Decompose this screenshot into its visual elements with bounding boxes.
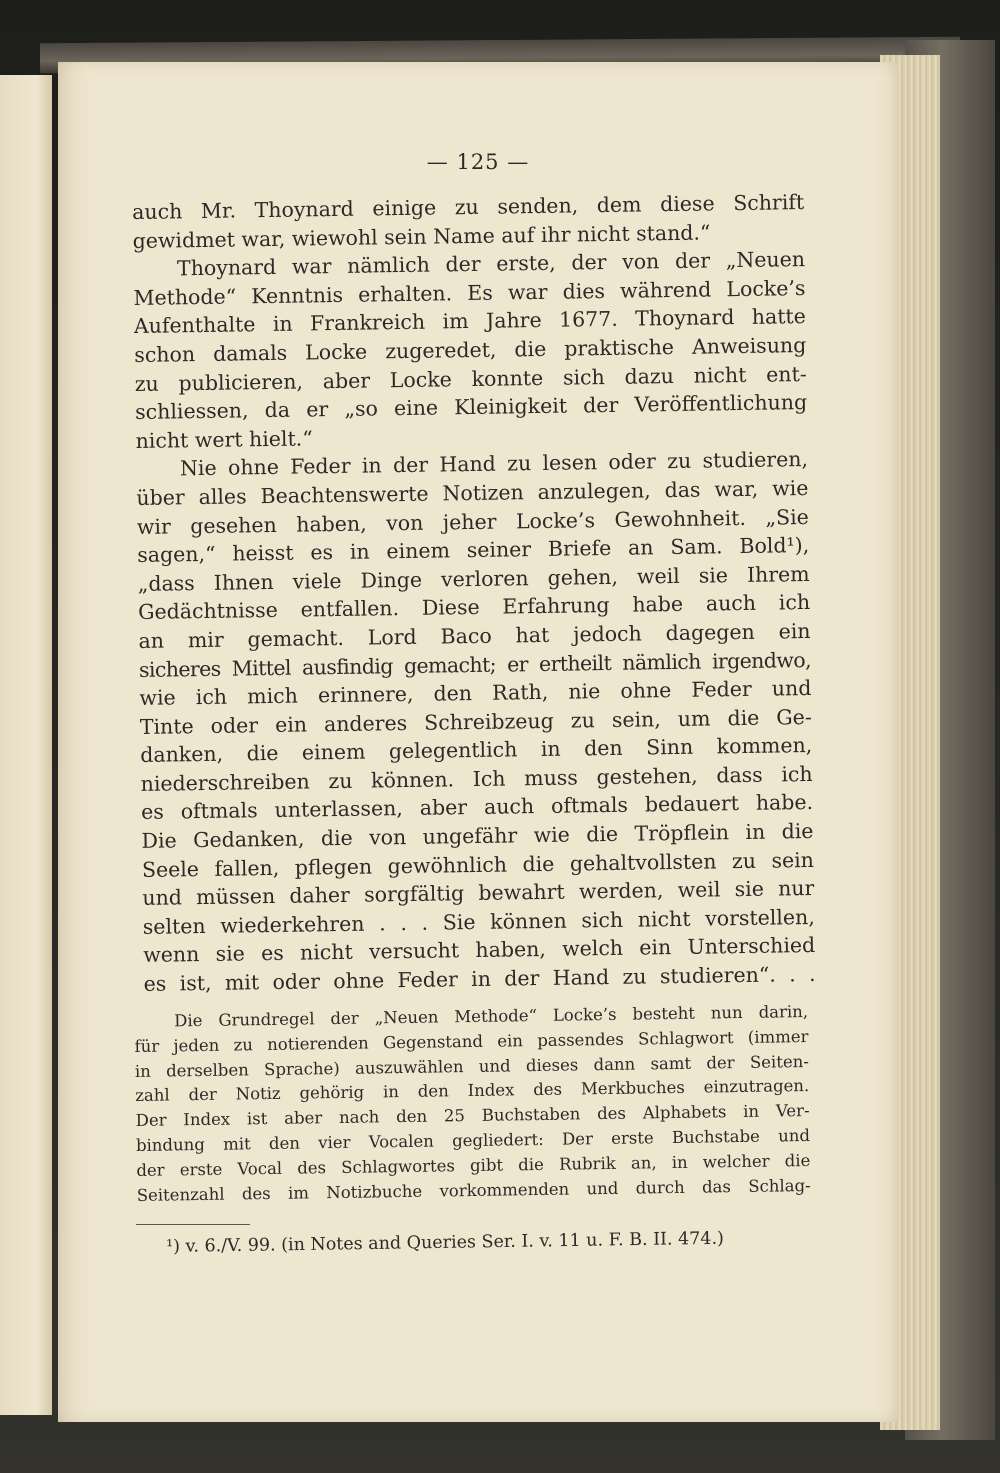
body-line: über alles Beachtenswerte Notizen anzulegen, das war, wie xyxy=(136,475,809,510)
body-line: zu publicieren, aber Locke konnte sich dazu nicht ent- xyxy=(134,361,807,396)
body-line: niederschreiben zu können. Ich muss gestehen, dass ich xyxy=(140,761,813,796)
body-line: gewidmet war, wiewohl sein Name auf ihr nicht stand.“ xyxy=(132,220,711,253)
body-line: wir gesehen haben, von jeher Locke’s Gewohnheit. „Sie xyxy=(136,504,809,539)
small-line: für jeden zu notierenden Gegenstand ein passendes Schlagwort (immer xyxy=(134,1026,809,1056)
small-print-paragraph xyxy=(134,1000,811,1208)
body-line: sicheres Mittel ausfindig gemacht; er ertheilt nämlich irgendwo, xyxy=(138,647,812,682)
small-line: zahl der Notiz gehörig in den Index des Merkbuches einzutragen. xyxy=(135,1076,810,1106)
body-line: an mir gemacht. Lord Baco hat jedoch dagegen ein xyxy=(138,618,811,653)
body-text xyxy=(132,188,816,999)
left-facing-page xyxy=(0,75,52,1415)
body-line: „dass Ihnen viele Dinge verloren gehen, weil sie Ihrem xyxy=(137,561,810,596)
small-line: Der Index ist aber nach den 25 Buchstaben des Alphabets in Ver- xyxy=(135,1101,810,1131)
body-line: schon damals Locke zugeredet, die praktische Anweisung xyxy=(134,332,807,367)
body-line: Nie ohne Feder in der Hand zu lesen oder zu studieren, xyxy=(179,447,809,481)
small-line: Seitenzahl des im Notizbuche vorkommenden und durch das Schlag- xyxy=(136,1175,811,1205)
body-line: Thoynard war nämlich der erste, der von der „Neuen xyxy=(176,247,806,281)
body-line: Die Gedanken, die von ungefähr wie die Tröpflein in die xyxy=(141,819,814,853)
body-line: nicht wert hielt.“ xyxy=(135,426,313,453)
body-line: sagen,“ heisst es in einem seiner Briefe an Sam. Bold¹), xyxy=(137,533,810,568)
body-line: Gedächtnisse entfallen. Diese Erfahrung habe auch ich xyxy=(137,590,811,625)
body-line: selten wiederkehren . . . Sie können sich nicht vorstellen, xyxy=(142,904,815,939)
small-line: Die Grundregel der „Neuen Methode“ Locke’s besteht nun darin, xyxy=(174,1002,809,1031)
small-line: der erste Vocal des Schlagwortes gibt die Rubrik an, in welcher die xyxy=(136,1150,811,1180)
body-line: es ist, mit oder ohne Feder in der Hand zu studieren“. . . xyxy=(143,961,816,996)
footnote-divider xyxy=(136,1224,250,1225)
footnote: ¹) v. 6./V. 99. (in Notes and Queries Ser. I. v. 11 u. F. B. II. 474.) xyxy=(166,1228,725,1257)
small-line: in derselben Sprache) auszuwählen und dieses dann samt der Seiten- xyxy=(134,1051,809,1081)
body-line: und müssen daher sorgfältig bewahrt werden, weil sie nur xyxy=(142,876,815,911)
body-line: Seele fallen, pflegen gewöhnlich die gehaltvollsten zu sein xyxy=(141,847,815,882)
page-number: — 125 — xyxy=(426,150,530,174)
body-line: wenn sie es nicht versucht haben, welch ein Unterschied xyxy=(143,933,816,968)
small-line: bindung mit den vier Vocalen gegliedert: Der erste Buchstabe und xyxy=(135,1125,811,1155)
book-page xyxy=(58,62,898,1422)
body-line: auch Mr. Thoynard einige zu senden, dem diese Schrift xyxy=(132,190,805,224)
body-line: Tinte oder ein anderes Schreibzeug zu sein, um die Ge- xyxy=(139,704,812,739)
body-line: wie ich mich erinnere, den Rath, nie ohne Feder und xyxy=(139,676,812,711)
body-line: Methode“ Kenntnis erhalten. Es war dies während Locke’s xyxy=(133,275,806,310)
body-line: Aufenthalte in Frankreich im Jahre 1677. Thoynard hatte xyxy=(133,304,807,339)
body-line: danken, die einem gelegentlich in den Sinn kommen, xyxy=(140,733,813,768)
body-line: schliessen, da er „so eine Kleinigkeit der Veröffentlichung xyxy=(134,390,808,425)
body-line: es oftmals unterlassen, aber auch oftmals bedauert habe. xyxy=(140,790,814,825)
